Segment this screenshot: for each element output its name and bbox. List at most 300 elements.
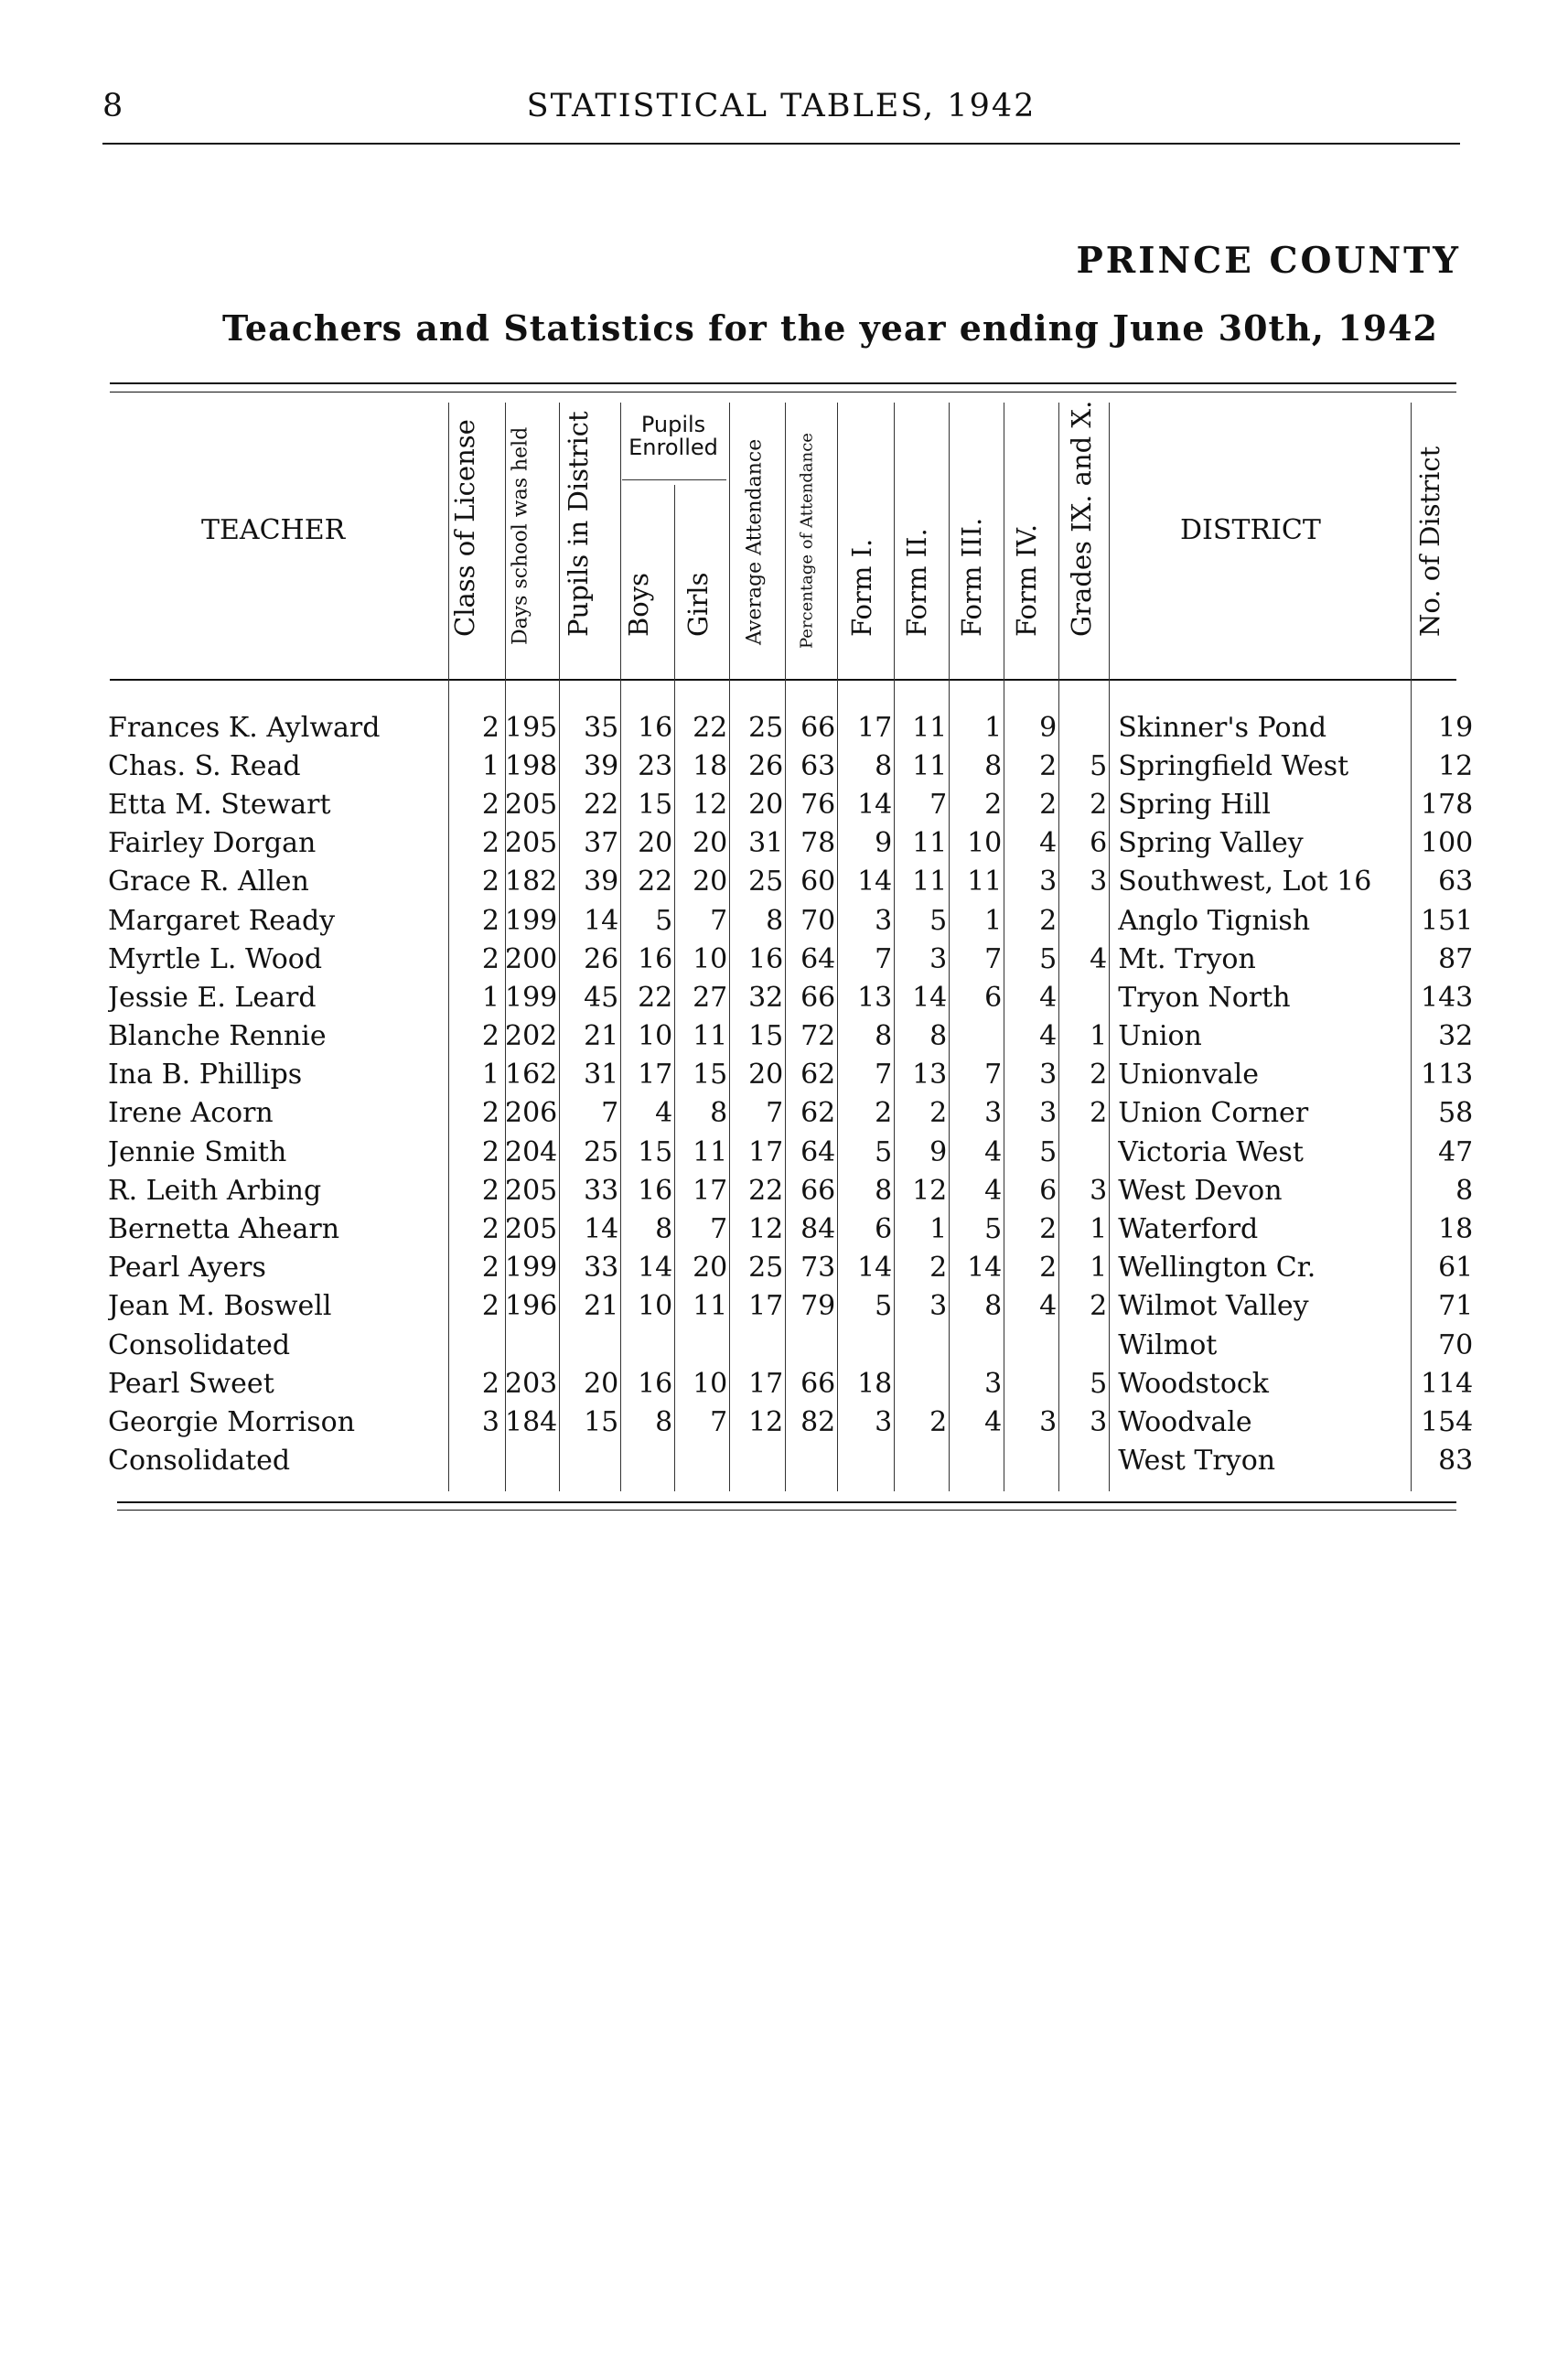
teacher-name: Irene Acorn xyxy=(108,1097,274,1130)
district-name: Union Corner xyxy=(1118,1097,1309,1130)
cell-lic: 2 xyxy=(481,866,499,898)
table-row xyxy=(108,747,1478,785)
cell-pct: 66 xyxy=(800,711,836,744)
cell-pct xyxy=(789,1326,841,1364)
teacher-name: Pearl Ayers xyxy=(108,1252,266,1285)
cell-pupils: 20 xyxy=(584,1367,619,1400)
cell-days: 205 xyxy=(505,827,558,860)
district-number: 8 xyxy=(1455,1174,1474,1207)
cell-days: 184 xyxy=(505,1405,558,1438)
cell-boys: 16 xyxy=(638,942,673,975)
table-bottom-rule xyxy=(117,1501,1456,1503)
cell-days: 198 xyxy=(505,749,558,782)
district-name: Wellington Cr. xyxy=(1118,1252,1316,1285)
table-row xyxy=(108,863,1478,901)
cell-lic: 2 xyxy=(481,1097,499,1130)
header-district-number: No. of District xyxy=(1414,446,1445,637)
district-name: Springfield West xyxy=(1118,749,1349,782)
table-row xyxy=(108,1364,1478,1403)
cell-f2: 2 xyxy=(929,1097,948,1130)
teacher-name: Consolidated xyxy=(108,1445,291,1478)
cell-f4: 2 xyxy=(1039,1252,1058,1285)
district-name: Southwest, Lot 16 xyxy=(1118,866,1372,898)
cell-pct: 64 xyxy=(800,942,836,975)
cell-f2 xyxy=(897,1442,952,1480)
cell-avg: 7 xyxy=(766,1097,784,1130)
district-number: 12 xyxy=(1438,749,1474,782)
cell-f3: 4 xyxy=(984,1135,1003,1168)
cell-girls: 11 xyxy=(693,1020,728,1053)
cell-avg: 20 xyxy=(748,1059,784,1091)
table-row xyxy=(108,708,1478,747)
cell-f2: 11 xyxy=(912,866,948,898)
cell-days: 200 xyxy=(505,942,558,975)
cell-days xyxy=(505,1442,563,1480)
cell-avg xyxy=(733,1442,789,1480)
cell-pupils: 31 xyxy=(584,1059,619,1091)
cell-gr: 1 xyxy=(1090,1252,1108,1285)
district-number: 32 xyxy=(1438,1020,1474,1053)
header-form-1: Form I. xyxy=(846,538,877,637)
cell-avg: 20 xyxy=(748,788,784,821)
cell-pct: 84 xyxy=(800,1213,836,1246)
district-number: 113 xyxy=(1421,1059,1474,1091)
header-days-school-held: Days school was held xyxy=(509,426,532,645)
cell-f4: 5 xyxy=(1039,1135,1058,1168)
cell-pupils: 26 xyxy=(584,942,619,975)
district-name: Victoria West xyxy=(1118,1135,1304,1168)
cell-avg: 32 xyxy=(748,981,784,1014)
cell-f1: 18 xyxy=(857,1367,893,1400)
cell-girls: 10 xyxy=(693,942,728,975)
district-number: 143 xyxy=(1421,981,1474,1014)
teacher-name: Jennie Smith xyxy=(108,1135,287,1168)
cell-boys: 8 xyxy=(655,1213,673,1246)
district-name: Wilmot xyxy=(1118,1328,1218,1361)
cell-f3: 2 xyxy=(984,788,1003,821)
district-number: 18 xyxy=(1438,1213,1474,1246)
cell-f1: 8 xyxy=(875,1020,893,1053)
cell-f4: 2 xyxy=(1039,1213,1058,1246)
cell-girls: 18 xyxy=(693,749,728,782)
cell-gr: 2 xyxy=(1090,1059,1108,1091)
cell-avg: 25 xyxy=(748,711,784,744)
cell-days: 182 xyxy=(505,866,558,898)
header-pupils-enrolled: Pupils Enrolled xyxy=(628,412,718,460)
cell-lic: 2 xyxy=(481,1135,499,1168)
cell-girls: 12 xyxy=(693,788,728,821)
cell-pupils: 21 xyxy=(584,1290,619,1323)
teacher-name: Frances K. Aylward xyxy=(108,711,381,744)
cell-f1: 8 xyxy=(875,749,893,782)
cell-f3: 1 xyxy=(984,904,1003,937)
teacher-name: Georgie Morrison xyxy=(108,1405,356,1438)
teacher-name: Bernetta Ahearn xyxy=(108,1213,340,1246)
cell-f4: 3 xyxy=(1039,1405,1058,1438)
cell-girls: 20 xyxy=(693,866,728,898)
cell-girls: 20 xyxy=(693,1252,728,1285)
cell-pupils: 7 xyxy=(601,1097,619,1130)
cell-f1: 14 xyxy=(857,788,893,821)
district-name: Mt. Tryon xyxy=(1118,942,1256,975)
table-subtitle: Teachers and Statistics for the year ending June 30th, 1942 xyxy=(222,307,1438,349)
cell-f1: 9 xyxy=(875,827,893,860)
district-number: 58 xyxy=(1438,1097,1474,1130)
teacher-name: R. Leith Arbing xyxy=(108,1174,322,1207)
cell-pupils: 14 xyxy=(584,904,619,937)
cell-lic: 2 xyxy=(481,711,499,744)
cell-f4 xyxy=(1007,1364,1062,1403)
district-name: Spring Hill xyxy=(1118,788,1271,821)
header-bottom-rule xyxy=(110,679,1456,681)
table-row xyxy=(108,1442,1478,1480)
cell-avg: 26 xyxy=(748,749,784,782)
teacher-name: Chas. S. Read xyxy=(108,749,301,782)
cell-pupils: 45 xyxy=(584,981,619,1014)
cell-f1: 6 xyxy=(875,1213,893,1246)
cell-f4: 5 xyxy=(1039,942,1058,975)
cell-pct: 72 xyxy=(800,1020,836,1053)
cell-lic: 3 xyxy=(481,1405,499,1438)
cell-boys: 15 xyxy=(638,788,673,821)
cell-boys: 4 xyxy=(655,1097,673,1130)
cell-f4: 4 xyxy=(1039,827,1058,860)
cell-f4: 3 xyxy=(1039,866,1058,898)
teacher-name: Etta M. Stewart xyxy=(108,788,331,821)
cell-pct: 73 xyxy=(800,1252,836,1285)
cell-gr: 3 xyxy=(1090,866,1108,898)
cell-lic: 2 xyxy=(481,788,499,821)
cell-days: 199 xyxy=(505,1252,558,1285)
header-percentage-attendance: Percentage of Attendance xyxy=(797,433,817,649)
cell-boys xyxy=(624,1326,678,1364)
cell-pupils: 22 xyxy=(584,788,619,821)
teacher-name: Jessie E. Leard xyxy=(108,981,317,1014)
district-number: 87 xyxy=(1438,942,1474,975)
cell-f4: 2 xyxy=(1039,788,1058,821)
cell-girls: 20 xyxy=(693,827,728,860)
table-row xyxy=(108,1326,1478,1364)
cell-pct xyxy=(789,1442,841,1480)
cell-f2: 11 xyxy=(912,711,948,744)
table-row xyxy=(108,824,1478,863)
teacher-name: Myrtle L. Wood xyxy=(108,942,323,975)
cell-gr: 3 xyxy=(1090,1174,1108,1207)
cell-gr xyxy=(1062,978,1112,1016)
cell-pct: 64 xyxy=(800,1135,836,1168)
cell-gr: 6 xyxy=(1090,827,1108,860)
header-average-attendance: Average Attendance xyxy=(743,438,767,645)
district-name: Unionvale xyxy=(1118,1059,1260,1091)
cell-f4: 2 xyxy=(1039,749,1058,782)
cell-girls: 8 xyxy=(710,1097,728,1130)
cell-f3: 10 xyxy=(967,827,1003,860)
header-form-3: Form III. xyxy=(956,517,987,637)
header-form-2: Form II. xyxy=(901,528,932,637)
cell-f3: 8 xyxy=(984,1290,1003,1323)
cell-gr: 4 xyxy=(1090,942,1108,975)
cell-lic xyxy=(448,1326,505,1364)
district-name: Union xyxy=(1118,1020,1202,1053)
cell-days xyxy=(505,1326,563,1364)
cell-pct: 76 xyxy=(800,788,836,821)
cell-days: 205 xyxy=(505,788,558,821)
cell-lic: 2 xyxy=(481,1252,499,1285)
cell-pct: 60 xyxy=(800,866,836,898)
cell-avg: 12 xyxy=(748,1213,784,1246)
cell-f4 xyxy=(1007,1442,1062,1480)
cell-boys: 8 xyxy=(655,1405,673,1438)
cell-f1: 7 xyxy=(875,942,893,975)
cell-lic xyxy=(448,1442,505,1480)
cell-avg: 25 xyxy=(748,1252,784,1285)
cell-pct: 63 xyxy=(800,749,836,782)
cell-f3: 4 xyxy=(984,1405,1003,1438)
cell-pupils: 39 xyxy=(584,749,619,782)
cell-lic: 2 xyxy=(481,942,499,975)
cell-boys: 16 xyxy=(638,1367,673,1400)
cell-f1: 2 xyxy=(875,1097,893,1130)
cell-f1: 14 xyxy=(857,1252,893,1285)
cell-pct: 66 xyxy=(800,1174,836,1207)
cell-lic: 2 xyxy=(481,1367,499,1400)
cell-f2: 3 xyxy=(929,1290,948,1323)
cell-days: 204 xyxy=(505,1135,558,1168)
cell-pupils: 25 xyxy=(584,1135,619,1168)
cell-boys: 23 xyxy=(638,749,673,782)
teacher-name: Grace R. Allen xyxy=(108,866,309,898)
table-row xyxy=(108,901,1478,940)
cell-days: 195 xyxy=(505,711,558,744)
cell-f1: 8 xyxy=(875,1174,893,1207)
cell-days: 162 xyxy=(505,1059,558,1091)
cell-pct: 66 xyxy=(800,1367,836,1400)
cell-girls: 7 xyxy=(710,904,728,937)
cell-lic: 1 xyxy=(481,749,499,782)
cell-f2: 5 xyxy=(929,904,948,937)
cell-f3: 4 xyxy=(984,1174,1003,1207)
table-row xyxy=(108,1403,1478,1441)
cell-gr: 2 xyxy=(1090,788,1108,821)
cell-f4: 4 xyxy=(1039,1020,1058,1053)
cell-boys: 14 xyxy=(638,1252,673,1285)
table-row xyxy=(108,1056,1478,1094)
cell-gr xyxy=(1062,901,1112,940)
cell-f3: 11 xyxy=(967,866,1003,898)
district-name: Skinner's Pond xyxy=(1118,711,1327,744)
cell-days: 206 xyxy=(505,1097,558,1130)
cell-f3: 8 xyxy=(984,749,1003,782)
district-name: West Devon xyxy=(1118,1174,1283,1207)
district-number: 19 xyxy=(1438,711,1474,744)
cell-lic: 2 xyxy=(481,1174,499,1207)
cell-f1: 5 xyxy=(875,1135,893,1168)
cell-f3 xyxy=(952,1326,1007,1364)
cell-avg: 8 xyxy=(766,904,784,937)
cell-f3: 7 xyxy=(984,942,1003,975)
cell-avg: 17 xyxy=(748,1135,784,1168)
district-name: Woodvale xyxy=(1118,1405,1252,1438)
teacher-name: Consolidated xyxy=(108,1328,291,1361)
cell-f4: 9 xyxy=(1039,711,1058,744)
cell-lic: 2 xyxy=(481,827,499,860)
cell-girls: 10 xyxy=(693,1367,728,1400)
cell-girls: 11 xyxy=(693,1290,728,1323)
cell-f1: 5 xyxy=(875,1290,893,1323)
cell-f4 xyxy=(1007,1326,1062,1364)
cell-girls: 11 xyxy=(693,1135,728,1168)
cell-boys: 10 xyxy=(638,1020,673,1053)
cell-boys: 22 xyxy=(638,981,673,1014)
table-row xyxy=(108,1171,1478,1210)
cell-f1: 14 xyxy=(857,866,893,898)
header-girls: Girls xyxy=(682,572,714,637)
cell-gr xyxy=(1062,1133,1112,1171)
cell-pct: 62 xyxy=(800,1059,836,1091)
cell-pct: 78 xyxy=(800,827,836,860)
district-number: 70 xyxy=(1438,1328,1474,1361)
cell-f1: 17 xyxy=(857,711,893,744)
cell-lic: 2 xyxy=(481,1020,499,1053)
district-number: 83 xyxy=(1438,1445,1474,1478)
cell-pct: 79 xyxy=(800,1290,836,1323)
county-heading: PRINCE COUNTY xyxy=(1076,240,1461,282)
table-row xyxy=(108,1287,1478,1326)
cell-f1: 3 xyxy=(875,904,893,937)
district-number: 178 xyxy=(1421,788,1474,821)
district-number: 154 xyxy=(1421,1405,1474,1438)
page-number: 8 xyxy=(102,88,124,124)
cell-boys: 17 xyxy=(638,1059,673,1091)
district-name: Wilmot Valley xyxy=(1118,1290,1309,1323)
cell-f2: 14 xyxy=(912,981,948,1014)
table-row xyxy=(108,1133,1478,1171)
table-top-rule xyxy=(110,382,1456,384)
cell-f3: 3 xyxy=(984,1097,1003,1130)
cell-f3: 6 xyxy=(984,981,1003,1014)
district-number: 63 xyxy=(1438,866,1474,898)
cell-days: 196 xyxy=(505,1290,558,1323)
cell-f2: 8 xyxy=(929,1020,948,1053)
cell-lic: 2 xyxy=(481,1290,499,1323)
cell-pupils: 15 xyxy=(584,1405,619,1438)
cell-pupils: 33 xyxy=(584,1252,619,1285)
cell-f1: 13 xyxy=(857,981,893,1014)
cell-gr: 2 xyxy=(1090,1097,1108,1130)
cell-pupils: 35 xyxy=(584,711,619,744)
cell-f1 xyxy=(841,1442,897,1480)
cell-boys: 15 xyxy=(638,1135,673,1168)
cell-f2: 2 xyxy=(929,1405,948,1438)
cell-lic: 2 xyxy=(481,904,499,937)
table-row xyxy=(108,978,1478,1016)
teacher-name: Jean M. Boswell xyxy=(108,1290,332,1323)
cell-f3 xyxy=(952,1017,1007,1056)
cell-f4: 3 xyxy=(1039,1059,1058,1091)
cell-lic: 2 xyxy=(481,1213,499,1246)
cell-boys xyxy=(624,1442,678,1480)
cell-f1: 7 xyxy=(875,1059,893,1091)
cell-f2: 7 xyxy=(929,788,948,821)
cell-f2: 2 xyxy=(929,1252,948,1285)
cell-pct: 66 xyxy=(800,981,836,1014)
district-number: 151 xyxy=(1421,904,1474,937)
cell-gr: 5 xyxy=(1090,1367,1108,1400)
cell-f3: 7 xyxy=(984,1059,1003,1091)
district-number: 71 xyxy=(1438,1290,1474,1323)
table-row xyxy=(108,940,1478,978)
cell-boys: 5 xyxy=(655,904,673,937)
cell-f3: 5 xyxy=(984,1213,1003,1246)
cell-gr: 3 xyxy=(1090,1405,1108,1438)
cell-pupils xyxy=(563,1442,624,1480)
cell-avg: 17 xyxy=(748,1290,784,1323)
cell-gr xyxy=(1062,1326,1112,1364)
table-bottom-rule-thin xyxy=(117,1510,1456,1511)
header-boys: Boys xyxy=(623,572,654,637)
cell-avg: 15 xyxy=(748,1020,784,1053)
district-name: Spring Valley xyxy=(1118,827,1304,860)
cell-f3: 14 xyxy=(967,1252,1003,1285)
table-row xyxy=(108,1017,1478,1056)
cell-gr: 5 xyxy=(1090,749,1108,782)
district-name: Woodstock xyxy=(1118,1367,1269,1400)
cell-f3: 3 xyxy=(984,1367,1003,1400)
cell-pupils: 14 xyxy=(584,1213,619,1246)
cell-girls xyxy=(678,1326,733,1364)
header-grades-ix-x: Grades IX. and X. xyxy=(1066,400,1097,637)
teacher-name: Blanche Rennie xyxy=(108,1020,327,1053)
cell-days: 203 xyxy=(505,1367,558,1400)
district-name: Anglo Tignish xyxy=(1118,904,1311,937)
cell-gr xyxy=(1062,1442,1112,1480)
cell-avg: 22 xyxy=(748,1174,784,1207)
cell-girls: 15 xyxy=(693,1059,728,1091)
header-district: DISTRICT xyxy=(1180,514,1321,546)
cell-girls: 7 xyxy=(710,1405,728,1438)
cell-avg: 25 xyxy=(748,866,784,898)
cell-avg: 17 xyxy=(748,1367,784,1400)
teacher-name: Fairley Dorgan xyxy=(108,827,317,860)
running-title: STATISTICAL TABLES, 1942 xyxy=(526,88,1036,124)
cell-boys: 20 xyxy=(638,827,673,860)
cell-f2: 1 xyxy=(929,1213,948,1246)
cell-gr: 2 xyxy=(1090,1290,1108,1323)
cell-f2: 11 xyxy=(912,827,948,860)
cell-f2 xyxy=(897,1326,952,1364)
cell-girls xyxy=(678,1442,733,1480)
district-number: 47 xyxy=(1438,1135,1474,1168)
cell-f4: 2 xyxy=(1039,904,1058,937)
cell-girls: 22 xyxy=(693,711,728,744)
cell-f2: 11 xyxy=(912,749,948,782)
cell-days: 205 xyxy=(505,1174,558,1207)
district-name: West Tryon xyxy=(1118,1445,1276,1478)
cell-pupils: 39 xyxy=(584,866,619,898)
cell-pct: 62 xyxy=(800,1097,836,1130)
cell-f1 xyxy=(841,1326,897,1364)
table-row xyxy=(108,1094,1478,1133)
cell-f2: 9 xyxy=(929,1135,948,1168)
cell-pct: 82 xyxy=(800,1405,836,1438)
district-number: 114 xyxy=(1421,1367,1474,1400)
table-row xyxy=(108,1210,1478,1248)
cell-girls: 7 xyxy=(710,1213,728,1246)
cell-pupils: 37 xyxy=(584,827,619,860)
cell-days: 202 xyxy=(505,1020,558,1053)
cell-f2: 13 xyxy=(912,1059,948,1091)
cell-avg: 16 xyxy=(748,942,784,975)
